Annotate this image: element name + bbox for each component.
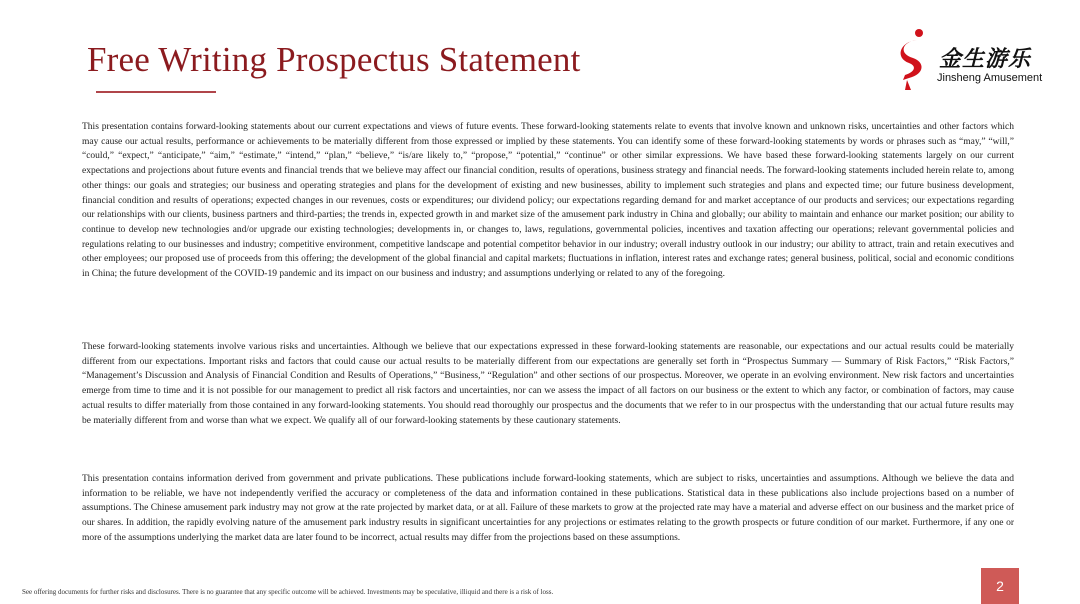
logo-english-name: Jinsheng Amusement <box>937 72 1043 84</box>
disclaimer-paragraph-2: These forward-looking statements involve various risks and uncertainties. Although we believe that our expectations expressed in these forward-looking statements are reasonable, our expectations and our actual results could be materially different from our expectations. Important risks and factors that could cause our actual results to be materially different from our expectations are generally set forth in “Prospectus Summary — Summary of Risk Factors,” “Risk Factors,” “Management’s Discussion and Analysis of Financial Condition and Results of Operations,” “Business,” “Regulation” and other sections of our prospectus. Moreover, we operate in an evolving environment. New risk factors and uncertainties emerge from time to time and it is not possible for our management to predict all risk factors and uncertainties, nor can we assess the impact of all factors on our business or the extent to which any factor, or combination of factors, may cause actual results to differ materially from those contained in any forward-looking statements. You should read thoroughly our prospectus and the documents that we refer to in our prospectus with the understanding that our actual future results may be materially different from and worse than what we expect. We qualify all of our forward-looking statements by these cautionary statements. <box>82 342 1014 426</box>
footer-disclosure: See offering documents for further risks and disclosures. There is no guarantee that any specific outcome will be achieved. Investments may be speculative, illiquid and there is a risk of loss. <box>22 588 554 596</box>
company-logo <box>895 28 1055 94</box>
page-number-badge: 2 <box>981 568 1019 604</box>
disclaimer-paragraph-1: This presentation contains forward-looking statements about our current expectations and views of future events. These forward-looking statements relate to events that involve known and unknown risks, uncertainties and other factors which may cause our actual results, performance or achievements to be materially different from those expressed or implied by these statements. You can identify some of these forward-looking statements by words or phrases such as “may,” “will,” “could,” “expect,” “anticipate,” “aim,” “estimate,” “intend,” “plan,” “believe,” “is/are likely to,” “propose,” “potential,” “continue” or other similar expressions. We have based these forward-looking statements largely on our current expectations and projections about future events and financial trends that we believe may affect our financial condition, results of operations, business strategy and financial needs. The forward-looking statements included herein relate to, among other things: our goals and strategies; our business and operating strategies and plans for the development of existing and new businesses, ability to implement such strategies and plans and expected time; our future business development, financial condition and results of operations; expected changes in our revenues, costs or expenditures; our dividend policy; our expectations regarding demand for and market acceptance of our products and services; our expectations regarding our relationships with our clients, business partners and third-parties; the trends in, expected growth in and market size of the amusement park industry in China and globally; our ability to maintain and enhance our market position; our ability to continue to develop new technologies and/or upgrade our existing technologies; developments in, or changes to, laws, regulations, governmental policies, incentives and taxation affecting our operations; relevant governmental policies and regulations relating to our businesses and industry; competitive environment, competitive landscape and potential competitor behavior in our industry; overall industry outlook in our industry; our ability to attract, train and retain executives and other employees; our proposed use of proceeds from this offering; the development of the global financial and capital markets; fluctuations in inflation, interest rates and exchange rates; general business, political, social and economic conditions in China; the future development of the COVID-19 pandemic and its impact on our business and industry; and assumptions underlying or related to any of the foregoing. <box>82 122 1014 280</box>
title-underline <box>96 91 216 93</box>
jinsheng-logo-mark-icon <box>895 28 935 92</box>
logo-chinese-name: 金生游乐 <box>939 47 1032 72</box>
page-title: Free Writing Prospectus Statement <box>87 40 581 79</box>
disclaimer-paragraph-3: This presentation contains information derived from government and private publications. These publications include forward-looking statements, which are subject to risks, uncertainties and assumptions. Although we believe the data and information to be reliable, we have not independently verified the accuracy or completeness of the data and information contained in these publications. Statistical data in these publications also include projections based on a number of assumptions. The Chinese amusement park industry may not grow at the rate projected by market data, or at all. Failure of these markets to grow at the projected rate may have a material and adverse effect on our business and the market price of our shares. In addition, the rapidly evolving nature of the amusement park industry results in significant uncertainties for any projections or estimates relating to the growth prospects or future condition of our market. Furthermore, if any one or more of the assumptions underlying the market data are later found to be incorrect, actual results may differ from the projections based on these assumptions. <box>82 474 1014 543</box>
